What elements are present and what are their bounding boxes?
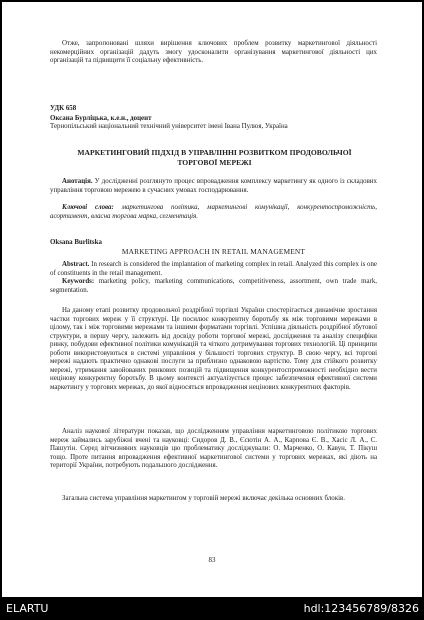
footer-handle-link[interactable]: hdl:123456789/8326 <box>303 602 419 615</box>
keywords-en <box>50 278 377 295</box>
title-en: MARKETING APPROACH IN RETAIL MANAGEMENT <box>121 247 306 256</box>
udc-code: УДК 658 <box>50 105 77 112</box>
abstract-label: Abstract. <box>62 261 90 268</box>
viewer-footer <box>0 597 424 620</box>
keywords-en-text: marketing policy, marketing communications, competitiveness, assortment, own trade mark, segmentation. <box>50 278 377 294</box>
intro-paragraph: Отже, запропоновані шляхи вирішення ключових проблем розвитку маркетингової діяльності некомерційних організацій дадуть змогу удосконалити організування маркетингової діяльності цих організацій та підвищити її соціальну ефективність. <box>50 40 377 64</box>
page-number: 83 <box>208 557 216 564</box>
keywords-ua-label: Ключові слова: <box>62 204 114 211</box>
keywords-ua <box>50 204 377 221</box>
abstract-en <box>50 261 377 278</box>
author-en: Oksana Burlitska <box>50 239 102 246</box>
annotation-text: У дослідженні розглянуто процес впровадження комплексу маркетингу як одного із складових управління торговою мережею в сучасних умовах господарювання. <box>50 178 377 194</box>
author-ua: Оксана Бурліцька, к.е.н., доцент <box>50 115 152 122</box>
abstract-text: In research is considered the implantation of marketing complex in retail. Analyzed this complex is one of constituents in the retail management. <box>50 261 377 277</box>
footer-repository-label: ELARTU <box>6 602 49 615</box>
affiliation-ua: Тернопільський національний технічний університет імені Івана Пулюя, Україна <box>50 123 288 130</box>
annotation-ua <box>50 178 377 195</box>
body-paragraph-1: На даному етапі розвитку продовольчої роздрібної торгівлі України спостерігається динамічне зростання частки торгових мереж у її структурі. Це посилює конкурентну боротьбу як між торговими мережами в цілому, так і між торговими мережами та іншими форматами торгівлі. Успішна діяльність роздрібної збутової структури, в першу чергу, залежить від досвіду роботи торгової мережі, дослідження та аналізу специфіки ринку, побудови ефективної політики комунікацій та чіткого дотримування торгових технологій. Ці принципи роботи використовуються в системі управління у більшості торгових структур. В свою чергу, всі торгові мережі надають практично однакові послуги за приблизно однаковою вартістю. Тому для стійкого розвитку мережі, утримання завойованих ринкових позицій та підвищення конкурентоспроможності необхідно вести нецінову конкурентну боротьбу. В цьому контексті актуалізується процес забезпечення ефективної системи маркетингу у торгових мережах, до якої відносяться впровадження нецінових конкурентних факторів. <box>50 307 377 391</box>
title-ua: МАРКЕТИНГОВИЙ ПІДХІД В УПРАВЛІННІ РОЗВИТКОМ ПРОДОВОЛЬЧОЇ ТОРГОВОЇ МЕРЕЖІ <box>77 148 352 167</box>
annotation-label: Анотація. <box>62 178 93 185</box>
document-page <box>2 2 422 597</box>
keywords-en-label: Keywords: <box>62 278 95 285</box>
keywords-ua-text: маркетингова політика, маркетингові комунікації, конкурентоспроможність, асортимент, власна торгова марка, сегментація. <box>50 204 377 220</box>
body-paragraph-3: Загальна система управління маркетингом у торговій мережі включає декілька основних блоків. <box>62 495 345 502</box>
body-paragraph-2: Аналіз наукової літератури показав, що дослідженням управління маркетинговою політикою торгових мереж займались зарубіжні вчені та науковці: Сидоров Д. В., Єсютін А. А., Карпова Є. В., Хасіс Л. А., С. Пашутін. Серед вітчизняних науковців цю проблематику досліджували: О. Марченко, О. Кавун, Т. Пікуш тощо. Проте питання впровадження ефективної маркетингової системи у торгових мережах, які діють на території України, потребують подальшого дослідження. <box>50 428 377 469</box>
